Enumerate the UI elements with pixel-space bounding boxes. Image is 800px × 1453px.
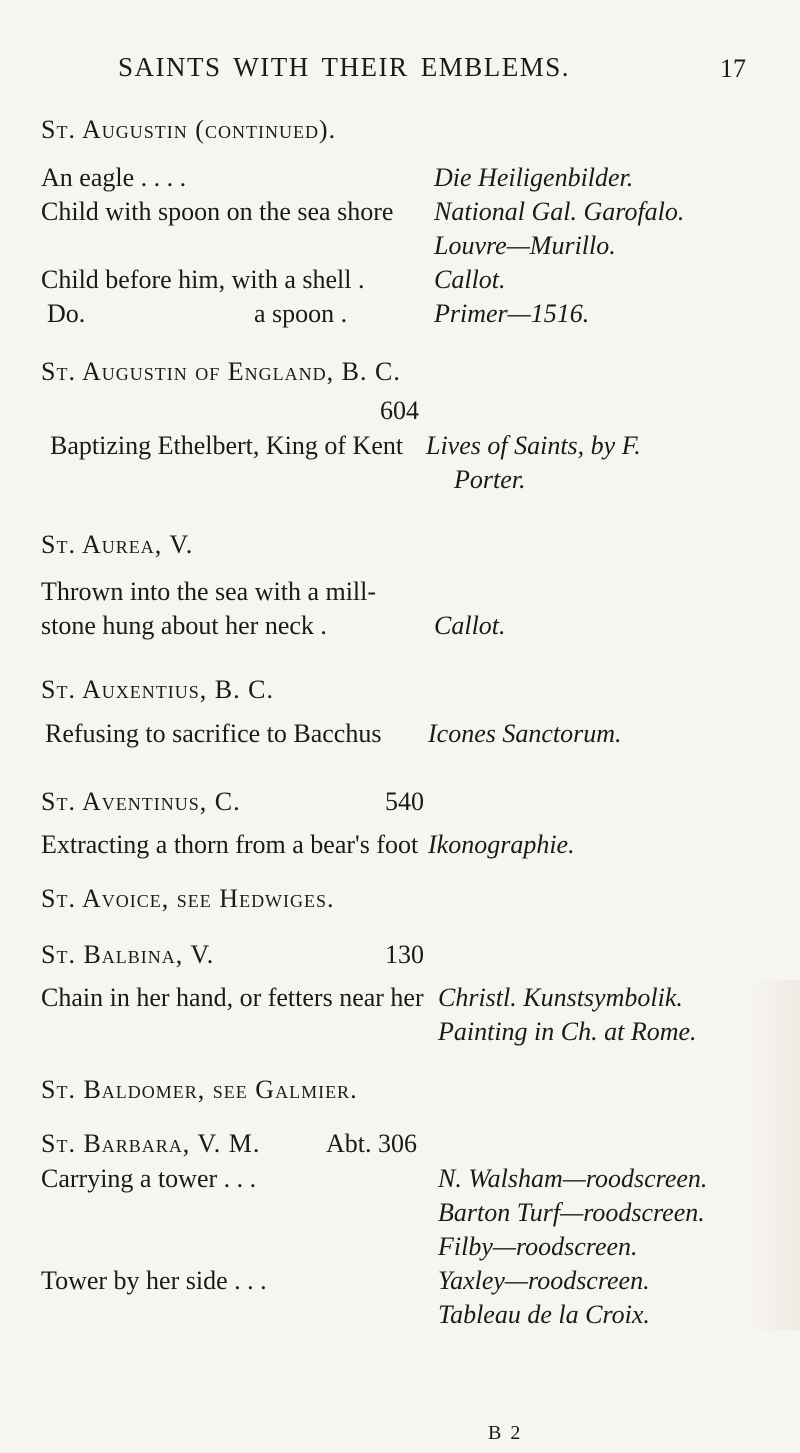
running-head bbox=[0, 52, 800, 92]
augustin-emblem-1: An eagle . . . . bbox=[41, 163, 187, 192]
aventinus-emblem: Extracting a thorn from a bear's foot bbox=[41, 830, 419, 859]
page-number: 17 bbox=[720, 54, 746, 83]
augustin-source-3: Louvre—Murillo. bbox=[434, 231, 616, 260]
augustin-emblem-4b: a spoon . bbox=[254, 299, 348, 328]
baldomer-heading: St. Baldomer, see Galmier. bbox=[41, 1075, 358, 1104]
balbina-source-1: Christl. Kunstsymbolik. bbox=[438, 983, 683, 1012]
aurea-emblem-2: stone hung about her neck . bbox=[41, 611, 327, 640]
aurea-heading: St. Aurea, V. bbox=[41, 530, 194, 559]
augustin-source-4: Callot. bbox=[434, 265, 506, 294]
balbina-source-2: Painting in Ch. at Rome. bbox=[438, 1017, 697, 1046]
augustin-england-source-1: Lives of Saints, by F. bbox=[426, 431, 641, 460]
barbara-source-1: N. Walsham—roodscreen. bbox=[438, 1164, 708, 1193]
augustin-source-2: National Gal. Garofalo. bbox=[434, 197, 685, 226]
aventinus-source: Ikonographie. bbox=[428, 830, 575, 859]
aventinus-date: 540 bbox=[385, 787, 424, 816]
augustin-england-date: 604 bbox=[380, 396, 419, 425]
augustin-england-source-2: Porter. bbox=[454, 465, 526, 494]
augustin-emblem-4a: Do. bbox=[47, 299, 86, 328]
barbara-source-2: Barton Turf—roodscreen. bbox=[438, 1198, 705, 1227]
augustin-england-emblem: Baptizing Ethelbert, King of Kent bbox=[50, 431, 404, 460]
augustin-emblem-3: Child before him, with a shell . bbox=[41, 265, 365, 294]
auxentius-emblem: Refusing to sacrifice to Bacchus bbox=[45, 719, 382, 748]
aventinus-heading: St. Aventinus, C. bbox=[41, 787, 241, 816]
augustin-england-heading: St. Augustin of England, B. C. bbox=[41, 357, 401, 386]
barbara-source-5: Tableau de la Croix. bbox=[438, 1300, 650, 1329]
auxentius-heading: St. Auxentius, B. C. bbox=[41, 675, 274, 704]
balbina-date: 130 bbox=[385, 940, 424, 969]
auxentius-source: Icones Sanctorum. bbox=[428, 719, 622, 748]
aurea-source: Callot. bbox=[434, 611, 506, 640]
augustin-source-1: Die Heiligenbilder. bbox=[434, 163, 634, 192]
signature-mark: B 2 bbox=[488, 1422, 523, 1444]
aurea-emblem-1: Thrown into the sea with a mill- bbox=[41, 577, 377, 606]
barbara-source-3: Filby—roodscreen. bbox=[438, 1232, 638, 1261]
barbara-source-4: Yaxley—roodscreen. bbox=[438, 1266, 650, 1295]
barbara-emblem-1: Carrying a tower . . . bbox=[41, 1164, 257, 1193]
barbara-heading: St. Barbara, V. M. bbox=[41, 1129, 261, 1158]
barbara-date: Abt. 306 bbox=[326, 1129, 417, 1158]
page-edge-shadow bbox=[750, 980, 800, 1330]
augustin-source-5: Primer—1516. bbox=[434, 299, 590, 328]
balbina-heading: St. Balbina, V. bbox=[41, 940, 215, 969]
barbara-emblem-2: Tower by her side . . . bbox=[41, 1266, 267, 1295]
avoice-heading: St. Avoice, see Hedwiges. bbox=[41, 884, 335, 913]
running-title: SAINTS WITH THEIR EMBLEMS. bbox=[118, 52, 571, 82]
augustin-heading: St. Augustin (continued). bbox=[41, 115, 337, 144]
balbina-emblem: Chain in her hand, or fetters near her bbox=[41, 983, 424, 1012]
augustin-emblem-2: Child with spoon on the sea shore bbox=[41, 197, 394, 226]
